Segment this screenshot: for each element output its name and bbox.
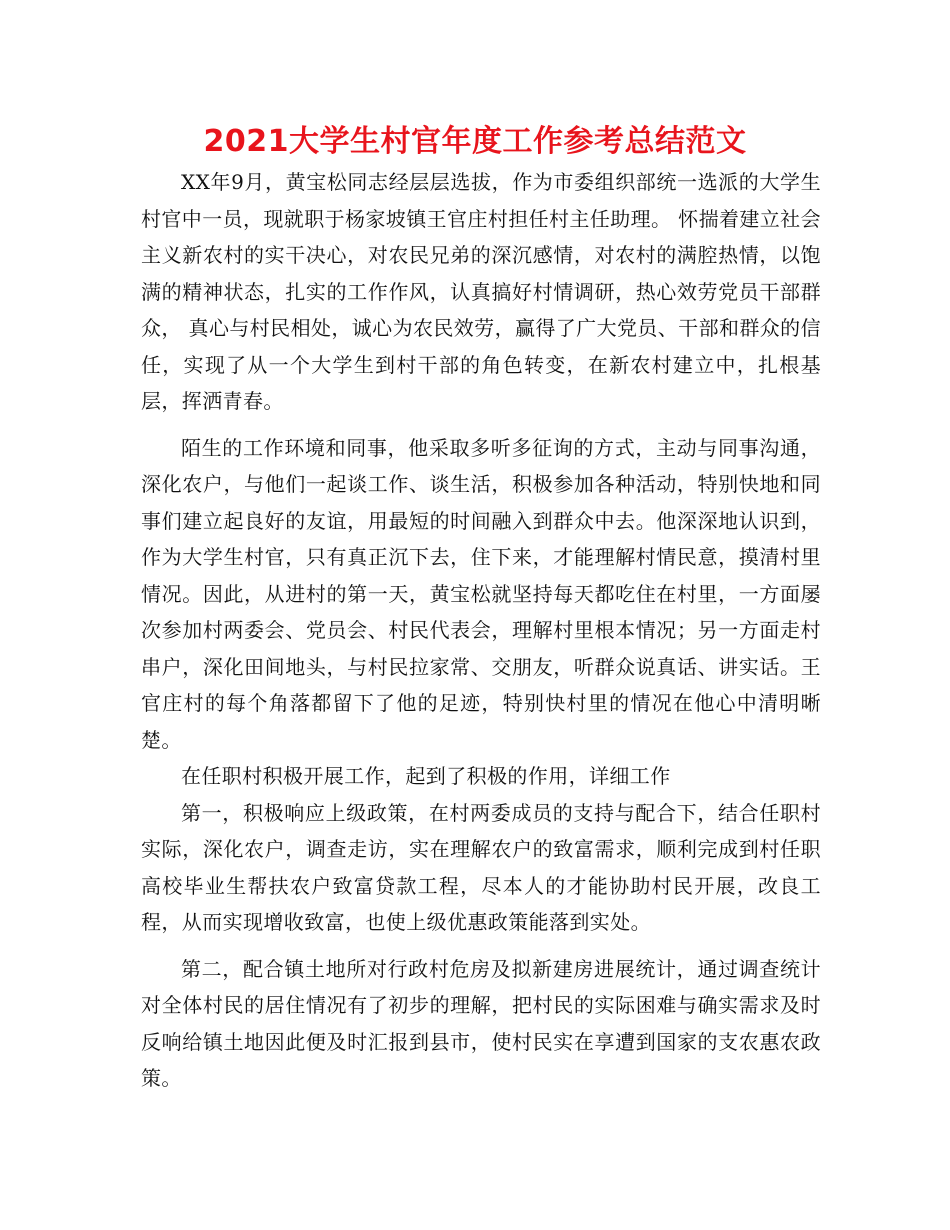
document-body <box>141 164 821 1097</box>
paragraph-gap <box>141 941 821 951</box>
paragraph-work-intro: 在任职村积极开展工作，起到了积极的作用，详细工作 <box>181 764 671 788</box>
document-title: 2021大学生村官年度工作参考总结范文 <box>203 124 747 159</box>
paragraph-adapting: 陌生的工作环境和同事，他采取多听多征询的方式，主动与同事沟通，深化农户，与他们一起谈工作、谈生活，积极参加各种活动，特别快地和同事们建立起良好的友谊，用最短的时间融入到群众中去。他深深地认识到，作为大学生村官，只有真正沉下去，住下来，才能理解村情民意，摸清村里情况。因此，从进村的第一天，黄宝松就坚持每天都吃住在村里，一方面屡次参加村两委会、党员会、村民代表会，理解村里根本情况；另一方面走村串户，深化田间地头，与村民拉家常、交朋友，听群众说真话、讲实话。王官庄村的每个角落都留下了他的足迹，特别快村里的情况在他心中清明晰楚。 <box>141 435 821 752</box>
paragraph-intro: XX年9月，黄宝松同志经层层选拔，作为市委组织部统一选派的大学生村官中一员，现就职于杨家坡镇王官庄村担任村主任助理。 怀揣着建立社会主义新农村的实干决心，对农民兄弟的深沉感情，对农村的满腔热情，以饱满的精神状态，扎实的工作作风，认真搞好村情调研，热心效劳党员干部群众， 真心与村民相处，诚心为农民效劳，赢得了广大党员、干部和群众的信任，实现了从一个大学生到村干部的角色转变，在新农村建立中，扎根基层，挥洒青春。 <box>141 170 821 413</box>
paragraph-gap <box>141 420 821 430</box>
paragraph-second: 第二，配合镇土地所对行政村危房及拟新建房进展统计，通过调查统计对全体村民的居住情况有了初步的理解，把村民的实际困难与确实需求及时反响给镇土地因此便及时汇报到县市，使村民实在享遭到国家的支农惠农政策。 <box>141 956 821 1090</box>
paragraph-first: 第一，积极响应上级政策，在村两委成员的支持与配合下，结合任职村实际，深化农户，调查走访，实在理解农户的致富需求，顺利完成到村任职高校毕业生帮扶农户致富贷款工程，尽本人的才能协助村民开展，改良工程，从而实现增收致富，也使上级优惠政策能落到实处。 <box>141 800 821 934</box>
